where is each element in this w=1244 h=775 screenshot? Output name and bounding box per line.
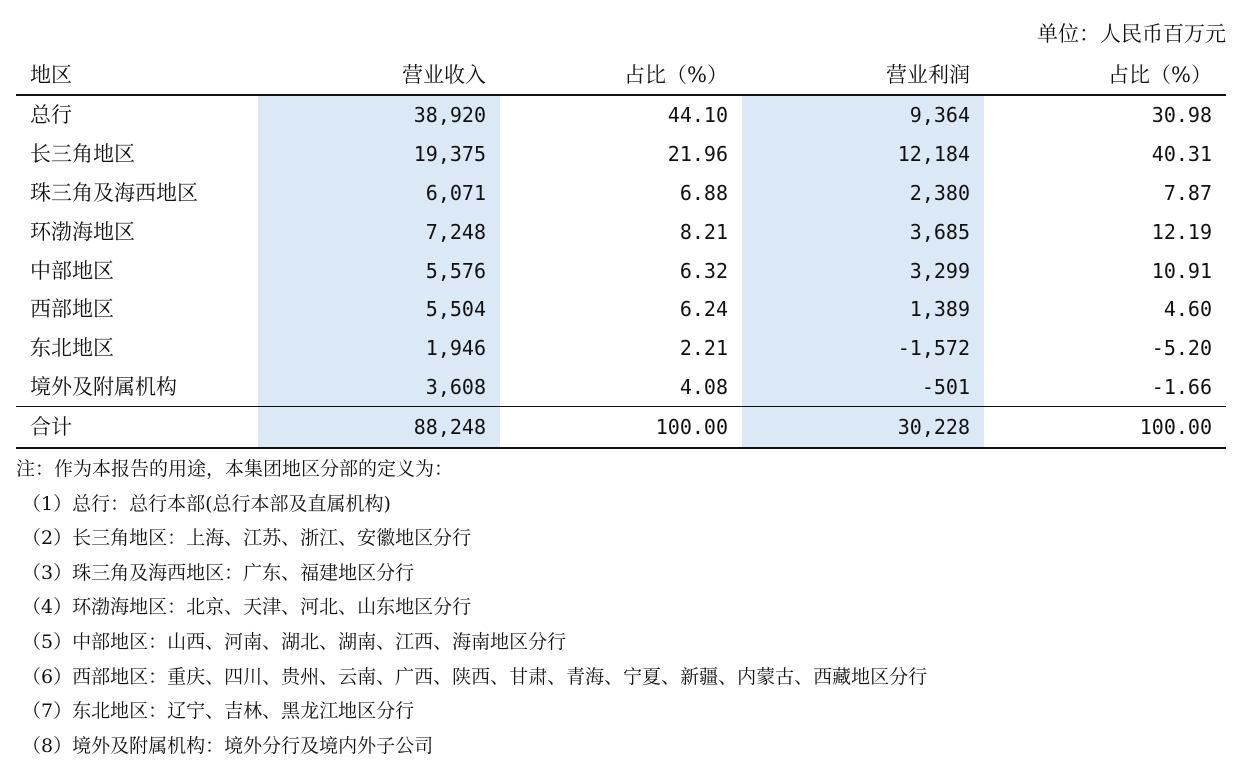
profit-share-cell: 12.19 (1151, 219, 1212, 244)
region-cell: 东北地区 (30, 336, 114, 361)
profit-share-cell: 30.98 (1151, 103, 1212, 128)
region-cell: 总行 (30, 103, 72, 128)
footnote-item: （2）长三角地区：上海、江苏、浙江、安徽地区分行 (22, 527, 472, 550)
revenue-share-cell: 6.88 (679, 180, 728, 205)
profit-cell: 1,389 (742, 290, 984, 329)
profit-cell: -501 (742, 368, 984, 407)
table-row (16, 251, 1226, 290)
table-body (16, 95, 1226, 448)
table-row (16, 174, 1226, 213)
table-row (16, 212, 1226, 251)
profit-cell: 9,364 (742, 95, 984, 135)
profit-share-cell: 40.31 (1151, 142, 1212, 167)
footnote-intro: 注：作为本报告的用途，本集团地区分部的定义为： (16, 458, 454, 480)
profit-share-cell: 4.60 (1163, 297, 1212, 322)
revenue-share-cell: 2.21 (679, 336, 728, 361)
table-row (16, 135, 1226, 174)
header-profit: 营业利润 (742, 56, 984, 95)
footnote-item: （4）环渤海地区：北京、天津、河北、山东地区分行 (22, 596, 472, 619)
region-cell: 珠三角及海西地区 (30, 180, 198, 205)
profit-cell: 3,685 (742, 212, 984, 251)
header-revenue: 营业收入 (258, 56, 500, 95)
profit-share-cell: -1.66 (1151, 374, 1212, 399)
region-cell: 环渤海地区 (30, 219, 135, 244)
footnote-item: （8）境外及附属机构：境外分行及境内外子公司 (22, 734, 434, 757)
footnote-item: （6）西部地区：重庆、四川、贵州、云南、广西、陕西、甘肃、青海、宁夏、新疆、内蒙古、西藏地区分行 (22, 665, 928, 688)
revenue-cell: 1,946 (258, 329, 500, 368)
table-row (16, 368, 1226, 407)
revenue-cell: 6,071 (258, 174, 500, 213)
segment-table (16, 56, 1226, 449)
table-row (16, 329, 1226, 368)
total-row (16, 407, 1226, 449)
profit-share-cell: -5.20 (1151, 336, 1212, 361)
table-row (16, 95, 1226, 135)
revenue-cell: 19,375 (258, 135, 500, 174)
profit-cell: 2,380 (742, 174, 984, 213)
total-profit-share: 100.00 (984, 407, 1226, 449)
profit-cell: 12,184 (742, 135, 984, 174)
footnote-item: （5）中部地区：山西、河南、湖北、湖南、江西、海南地区分行 (22, 630, 567, 653)
region-cell: 西部地区 (30, 297, 114, 322)
unit-label: 单位：人民币百万元 (1037, 22, 1226, 46)
region-cell: 中部地区 (30, 258, 114, 283)
region-cell: 长三角地区 (30, 142, 135, 167)
revenue-share-cell: 4.08 (679, 374, 728, 399)
profit-share-cell: 7.87 (1163, 180, 1212, 205)
revenue-share-cell: 44.10 (667, 103, 728, 128)
profit-cell: 3,299 (742, 251, 984, 290)
header-region: 地区 (16, 56, 258, 95)
profit-share-cell: 10.91 (1151, 258, 1212, 283)
footnote-item: （1）总行：总行本部(总行本部及直属机构) (22, 492, 391, 515)
revenue-share-cell: 21.96 (667, 142, 728, 167)
header-profit-share: 占比（%） (984, 56, 1226, 95)
revenue-cell: 3,608 (258, 368, 500, 407)
footnote-item: （7）东北地区：辽宁、吉林、黑龙江地区分行 (22, 700, 415, 723)
revenue-cell: 38,920 (258, 95, 500, 135)
region-cell: 境外及附属机构 (30, 374, 177, 399)
revenue-cell: 7,248 (258, 212, 500, 251)
revenue-share-cell: 8.21 (679, 219, 728, 244)
segment-table-wrapper (16, 56, 1226, 449)
revenue-share-cell: 6.24 (679, 297, 728, 322)
footnotes (16, 452, 927, 763)
footnote-item: （3）珠三角及海西地区：广东、福建地区分行 (22, 561, 415, 584)
table-header (16, 56, 1226, 95)
revenue-share-cell: 6.32 (679, 258, 728, 283)
header-row (16, 56, 1226, 95)
revenue-cell: 5,504 (258, 290, 500, 329)
profit-cell: -1,572 (742, 329, 984, 368)
total-label: 合计 (16, 407, 258, 449)
table-row (16, 290, 1226, 329)
header-revenue-share: 占比（%） (500, 56, 742, 95)
total-revenue: 88,248 (258, 407, 500, 449)
total-revenue-share: 100.00 (500, 407, 742, 449)
revenue-cell: 5,576 (258, 251, 500, 290)
total-profit: 30,228 (742, 407, 984, 449)
